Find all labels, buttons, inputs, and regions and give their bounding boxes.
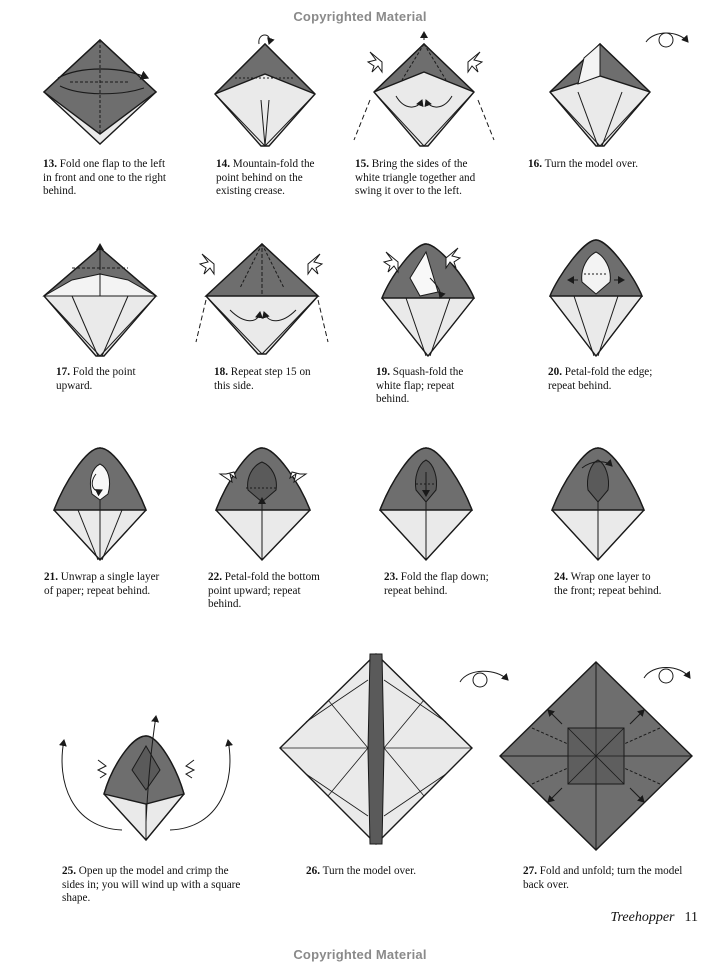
- caption-step-17: 17. Fold the point upward.: [56, 366, 136, 392]
- caption-step-27: 27. Fold and unfold; turn the model back over.: [523, 865, 683, 891]
- caption-step-22: 22. Petal-fold the bottom point upward; repeat behind.: [208, 571, 320, 610]
- page-number: 11: [684, 910, 698, 925]
- caption-step-24: 24. Wrap one layer to the front; repeat behind.: [554, 571, 662, 597]
- caption-step-13: 13. Fold one flap to the left in front and one to the right behind.: [43, 158, 167, 197]
- diagram-step-27: [492, 648, 698, 854]
- diagram-step-18: [200, 240, 330, 360]
- diagram-step-14: [205, 38, 335, 148]
- caption-step-25: 25. Open up the model and crimp the sides in; you will wind up with a square shape.: [62, 865, 241, 904]
- diagram-step-20: [550, 238, 650, 360]
- copyright-banner-bottom: Copyrighted Material: [293, 947, 427, 962]
- turn-over-icon: [458, 664, 522, 694]
- diagram-step-15: [352, 30, 502, 150]
- copyright-banner-top: Copyrighted Material: [293, 9, 427, 24]
- diagram-step-21: [54, 444, 154, 564]
- page-footer: [610, 910, 698, 926]
- diagram-step-17: [42, 240, 162, 360]
- caption-step-14: 14. Mountain-fold the point behind on the existing crease.: [216, 158, 315, 197]
- diagram-step-16: [538, 28, 698, 150]
- caption-step-15: 15. Bring the sides of the white triangle together and swing it over to the left.: [355, 158, 476, 197]
- diagram-step-24: [552, 444, 652, 564]
- diagram-step-26: [276, 650, 476, 850]
- caption-step-19: 19. Squash-fold the white flap; repeat behind.: [376, 366, 464, 405]
- diagram-step-22: [210, 444, 320, 564]
- diagram-step-13: [40, 38, 170, 148]
- caption-step-18: 18. Repeat step 15 on this side.: [214, 366, 311, 392]
- diagram-step-19: [378, 238, 488, 360]
- caption-step-26: 26. Turn the model over.: [306, 865, 417, 877]
- diagram-step-25: [52, 712, 242, 842]
- caption-step-16: 16. Turn the model over.: [528, 158, 639, 170]
- diagram-step-23: [378, 444, 478, 564]
- book-title: Treehopper: [610, 910, 675, 925]
- caption-step-23: 23. Fold the flap down; repeat behind.: [384, 571, 489, 597]
- caption-step-21: 21. Unwrap a single layer of paper; repeat behind.: [44, 571, 160, 597]
- caption-step-20: 20. Petal-fold the edge; repeat behind.: [548, 366, 653, 392]
